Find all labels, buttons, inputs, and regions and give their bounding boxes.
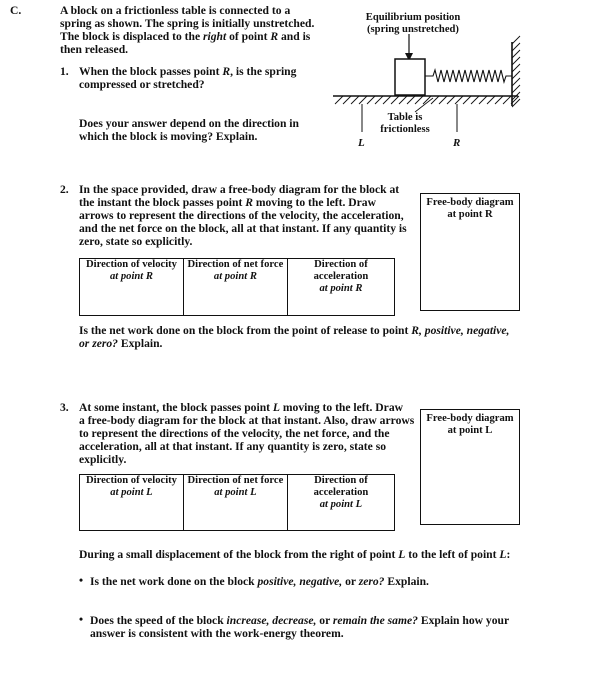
table-leader <box>415 98 433 112</box>
q1-line-2: compressed or stretched? <box>79 78 205 91</box>
bullet-1-marker: • <box>79 574 84 587</box>
intro-line-2: spring as shown. The spring is initially unstretched. <box>60 17 315 30</box>
intro-line-1: A block on a frictionless table is connected to a <box>60 4 291 17</box>
point-R-label: R <box>453 137 461 149</box>
q3-bullet-2-line-2: answer is consistent with the work-energy theorem. <box>90 627 344 640</box>
section-label: C. <box>10 4 22 17</box>
q2-line-2: the instant the block passes point R moving to the left. Draw <box>79 196 376 209</box>
velocity-cell-L[interactable]: Direction of velocity at point L <box>80 475 184 531</box>
q3-line-4: acceleration, all at that instant. If any quantity is zero, state so <box>79 440 386 453</box>
q3-line-5: explicitly. <box>79 453 127 466</box>
q2-work-line-1: Is the net work done on the block from the point of release to point R, positive, negative, <box>79 324 510 337</box>
q3-line-1: At some instant, the block passes point L moving to the left. Draw <box>79 401 403 414</box>
q1-followup-1: Does your answer depend on the direction in <box>79 117 299 130</box>
q3-bullet-1: Is the net work done on the block positive, negative, or zero? Explain. <box>90 575 429 588</box>
q2-line-4: and the net force on the block, all at that instant. If any quantity is <box>79 222 407 235</box>
intro-line-4: then released. <box>60 43 129 56</box>
q2-line-5: zero, state so explicitly. <box>79 235 193 248</box>
bullet-2-marker: • <box>79 613 84 626</box>
q3-bullet-2-line-1: Does the speed of the block increase, decrease, or remain the same? Explain how your <box>90 614 510 627</box>
q1-number: 1. <box>60 65 69 78</box>
directions-table-R <box>79 258 395 316</box>
q3-line-2: a free-body diagram for the block at that instant. Also, draw arrows <box>79 414 415 427</box>
acceleration-cell-L[interactable]: Direction of acceleration at point L <box>287 475 394 531</box>
block <box>395 59 425 95</box>
q2-number: 2. <box>60 183 69 196</box>
velocity-cell-R[interactable]: Direction of velocity at point R <box>80 259 184 316</box>
table-label: Table is frictionless <box>380 112 430 135</box>
q2-work-line-2: or zero? Explain. <box>79 337 163 350</box>
q3-number: 3. <box>60 401 69 414</box>
point-L-label: L <box>358 137 365 149</box>
q2-line-3: arrows to represent the directions of the velocity, the acceleration, <box>79 209 404 222</box>
equilibrium-label: Equilibrium position (spring unstretched) <box>365 12 461 35</box>
fbd-caption-L: Free-body diagram at point L <box>426 413 514 436</box>
net-force-cell-L[interactable]: Direction of net force at point L <box>183 475 287 531</box>
q3-line-3: to represent the directions of the velocity, the net force, and the <box>79 427 390 440</box>
net-force-cell-R[interactable]: Direction of net force at point R <box>183 259 287 316</box>
directions-table-L <box>79 474 395 531</box>
q2-line-1: In the space provided, draw a free-body diagram for the block at <box>79 183 400 196</box>
fbd-caption-R: Free-body diagram at point R <box>426 197 514 220</box>
acceleration-cell-R[interactable]: Direction of acceleration at point R <box>287 259 394 316</box>
spring <box>425 70 512 82</box>
intro-line-3: The block is displaced to the right of point R and is <box>60 30 311 43</box>
q3-displacement-line: During a small displacement of the block from the right of point L to the left of point L: <box>79 548 511 561</box>
q1-line-1: When the block passes point R, is the spring <box>79 65 297 78</box>
q1-followup-2: which the block is moving? Explain. <box>79 130 258 143</box>
